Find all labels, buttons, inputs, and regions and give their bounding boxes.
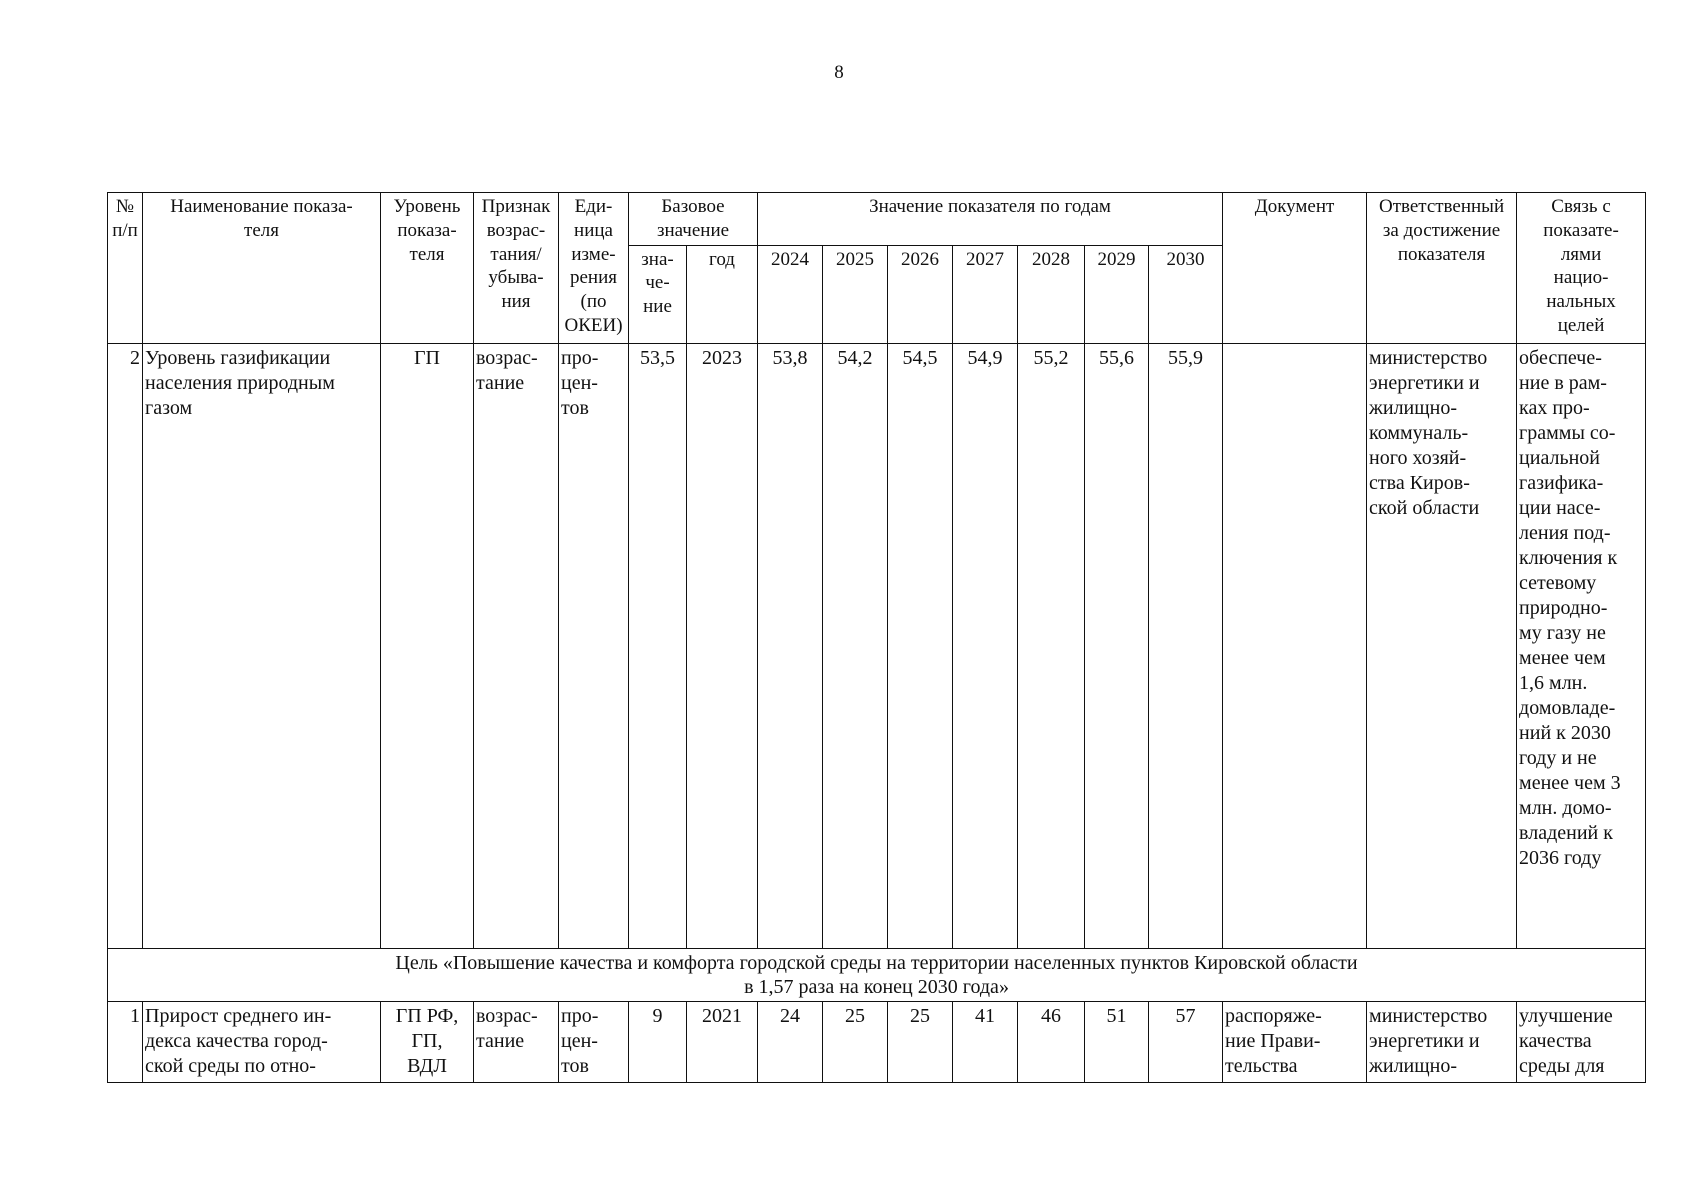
- row-value-2030: 55,9: [1149, 343, 1223, 948]
- row-base-value: 53,5: [629, 343, 687, 948]
- header-level: Уровень показа- теля: [381, 193, 474, 344]
- header-num: № п/п: [108, 193, 143, 344]
- row-responsible: министерство энергетики и жилищно-: [1367, 1001, 1517, 1082]
- header-base-value: зна- че- ние: [629, 245, 687, 343]
- header-year-2027: 2027: [953, 245, 1018, 343]
- row-trend: возрас- тание: [474, 343, 559, 948]
- row-link: улучшение качества среды для: [1517, 1001, 1646, 1082]
- page-number: 8: [834, 62, 844, 83]
- header-trend: Признак возрас- тания/ убыва- ния: [474, 193, 559, 344]
- table-row: [108, 343, 1646, 948]
- row-value-2028: 55,2: [1018, 343, 1085, 948]
- row-base-year: 2021: [687, 1001, 758, 1082]
- row-responsible: министерство энергетики и жилищно- коммуналь- ного хозяй- ства Киров- ской области: [1367, 343, 1517, 948]
- header-year-2029: 2029: [1085, 245, 1149, 343]
- row-value-2024: 24: [758, 1001, 823, 1082]
- row-level: ГП: [381, 343, 474, 948]
- row-value-2024: 53,8: [758, 343, 823, 948]
- row-value-2029: 51: [1085, 1001, 1149, 1082]
- row-base-year: 2023: [687, 343, 758, 948]
- row-value-2025: 54,2: [823, 343, 888, 948]
- header-year-2030: 2030: [1149, 245, 1223, 343]
- row-document: [1223, 343, 1367, 948]
- goal-title: Цель «Повышение качества и комфорта городской среды на территории населенных пунктов Кировской области в 1,57 раза на конец 2030 года»: [108, 948, 1646, 1001]
- indicators-table: [107, 192, 1646, 1083]
- row-document: распоряже- ние Прави- тельства: [1223, 1001, 1367, 1082]
- header-year-2028: 2028: [1018, 245, 1085, 343]
- header-document: Документ: [1223, 193, 1367, 344]
- row-unit: про- цен- тов: [559, 1001, 629, 1082]
- row-num: 1: [108, 1001, 143, 1082]
- row-name: Прирост среднего ин- декса качества город- ской среды по отно-: [143, 1001, 381, 1082]
- row-value-2027: 41: [953, 1001, 1018, 1082]
- row-value-2026: 54,5: [888, 343, 953, 948]
- header-responsible: Ответственный за достижение показателя: [1367, 193, 1517, 344]
- row-value-2030: 57: [1149, 1001, 1223, 1082]
- row-num: 2: [108, 343, 143, 948]
- header-year-2025: 2025: [823, 245, 888, 343]
- row-unit: про- цен- тов: [559, 343, 629, 948]
- header-year-2026: 2026: [888, 245, 953, 343]
- header-base-year: год: [687, 245, 758, 343]
- row-value-2028: 46: [1018, 1001, 1085, 1082]
- row-value-2025: 25: [823, 1001, 888, 1082]
- row-level: ГП РФ, ГП, ВДЛ: [381, 1001, 474, 1082]
- header-link: Связь с показате- лями нацио- нальных целей: [1517, 193, 1646, 344]
- goal-row: [108, 948, 1646, 1001]
- header-name: Наименование показа- теля: [143, 193, 381, 344]
- row-base-value: 9: [629, 1001, 687, 1082]
- row-link: обеспече- ние в рам- ках про- граммы со- циальной газифика- ции насе- ления под- ключения к сетевому природно- му газу не менее чем 1,6 млн. домовладе- ний к 2030 году и не менее чем 3 млн. домо- владений к 2036 году: [1517, 343, 1646, 948]
- row-trend: возрас- тание: [474, 1001, 559, 1082]
- header-unit: Еди- ница изме- рения (по ОКЕИ): [559, 193, 629, 344]
- row-name: Уровень газификации населения природным газом: [143, 343, 381, 948]
- table-row: [108, 1001, 1646, 1082]
- header-row-1: [108, 193, 1646, 246]
- header-base: Базовое значение: [629, 193, 758, 246]
- header-years-group: Значение показателя по годам: [758, 193, 1223, 246]
- header-year-2024: 2024: [758, 245, 823, 343]
- row-value-2027: 54,9: [953, 343, 1018, 948]
- row-value-2029: 55,6: [1085, 343, 1149, 948]
- row-value-2026: 25: [888, 1001, 953, 1082]
